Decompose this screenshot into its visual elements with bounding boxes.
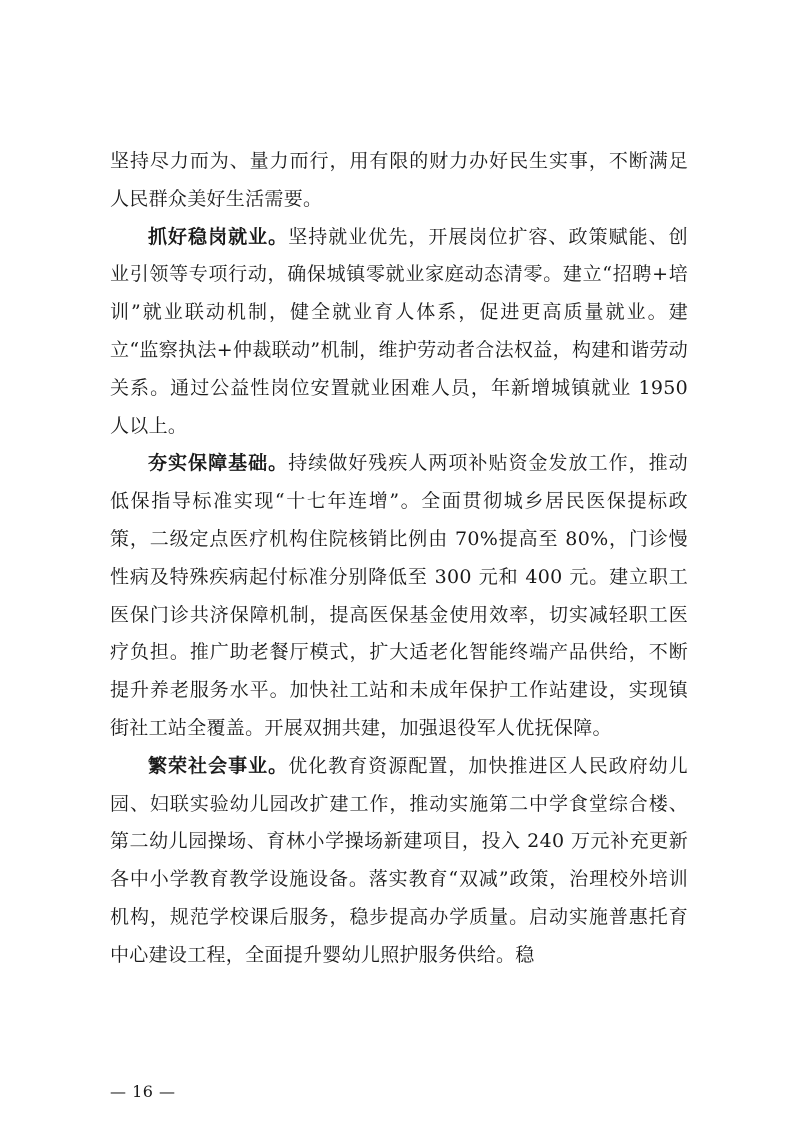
page-number: — 16 — <box>110 1082 176 1101</box>
paragraph-intro-continuation <box>110 143 688 219</box>
paragraph-text: 持续做好残疾人两项补贴资金发放工作，推动低保指导标准实现“十七年连增”。全面贯彻城乡居民医保提标政策，二级定点医疗机构住院核销比例由 70%提高至 80%，门诊慢性病及特殊疾病起付标准分别降低至 300 元和 400 元。建立职工医保门诊共济保障机制，提高医保基金使用效率，切实减轻职工医疗负担。推广助老餐厅模式，扩大适老化智能终端产品供给，不断提升养老服务水平。加快社工站和未成年保护工作站建设，实现镇街社工站全覆盖。开展双拥共建，加强退役军人优抚保障。 <box>110 452 688 739</box>
paragraph-text: 坚持尽力而为、量力而行，用有限的财力办好民生实事，不断满足人民群众美好生活需要。 <box>110 150 688 210</box>
paragraph-employment <box>110 219 688 446</box>
paragraph-social-undertakings <box>110 748 688 975</box>
paragraph-social-security <box>110 445 688 747</box>
paragraph-lead: 繁荣社会事业。 <box>148 754 289 777</box>
paragraph-text: 坚持就业优先，开展岗位扩容、政策赋能、创业引领等专项行动，确保城镇零就业家庭动态清零。建立“招聘+培训”就业联动机制，健全就业育人体系，促进更高质量就业。建立“监察执法+仲裁联动”机制，维护劳动者合法权益，构建和谐劳动关系。通过公益性岗位安置就业困难人员，年新增城镇就业 1950 人以上。 <box>110 225 688 437</box>
paragraph-text: 优化教育资源配置，加快推进区人民政府幼儿园、妇联实验幼儿园改扩建工作，推动实施第二中学食堂综合楼、第二幼儿园操场、育林小学操场新建项目，投入 240 万元补充更新各中小学教育教学设施设备。落实教育“双减”政策，治理校外培训机构，规范学校课后服务，稳步提高办学质量。启动实施普惠托育中心建设工程，全面提升婴幼儿照护服务供给。稳 <box>110 754 688 966</box>
paragraph-lead: 抓好稳岗就业。 <box>148 225 289 248</box>
paragraph-lead: 夯实保障基础。 <box>148 452 289 475</box>
document-body <box>110 143 688 975</box>
